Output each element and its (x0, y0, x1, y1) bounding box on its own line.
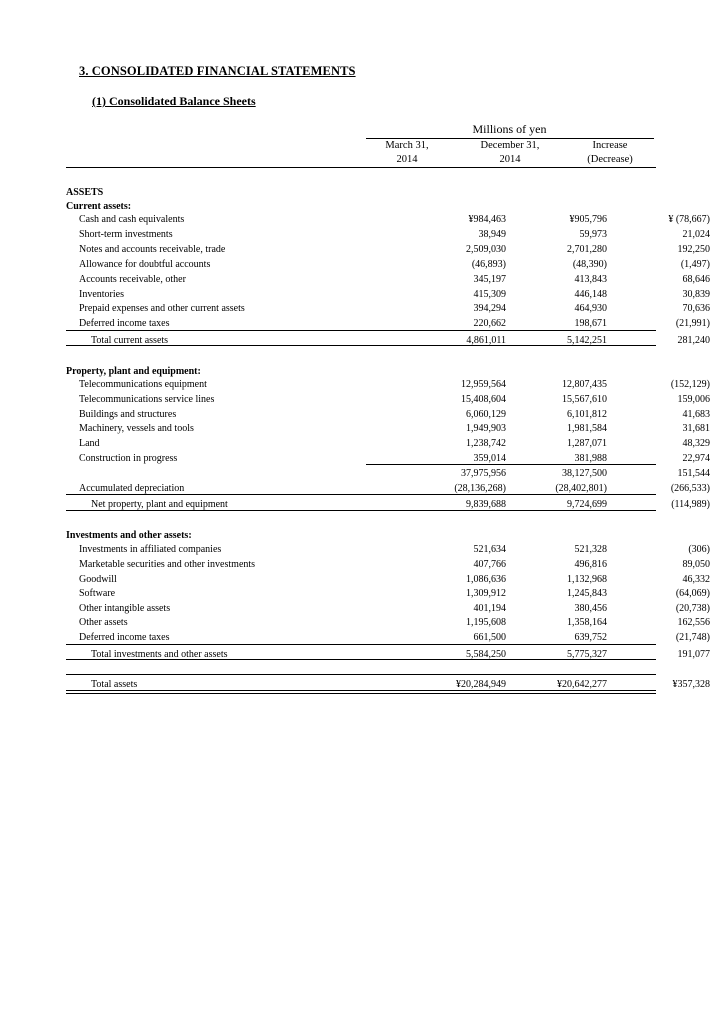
row-value-c2: ¥20,642,277 (557, 679, 607, 690)
table-row (66, 436, 710, 451)
row-value-c2: 6,101,812 (567, 409, 607, 420)
table-row (66, 392, 710, 407)
table-row (66, 528, 656, 543)
row-value-c2: 521,328 (574, 544, 607, 555)
col2-header-line2: 2014 (499, 154, 521, 165)
row-label: Buildings and structures (79, 409, 177, 420)
row-value-c2: 413,843 (574, 274, 607, 285)
row-value-c3: 46,332 (682, 574, 710, 585)
subtotal-rule-1a (66, 330, 656, 331)
subtotal-rule-2b (66, 494, 656, 495)
table-row (66, 257, 710, 272)
header-bottom-rule (66, 167, 656, 168)
row-value-c3: (1,497) (680, 259, 710, 270)
table-row (66, 466, 710, 481)
row-value-c3: 281,240 (677, 335, 710, 346)
row-value-c2: 1,287,071 (567, 438, 607, 449)
row-label: Goodwill (79, 574, 117, 585)
row-value-c3: (266,533) (670, 483, 710, 494)
row-label: Software (79, 588, 116, 599)
row-value-c1: 6,060,129 (466, 409, 506, 420)
row-value-c3: (152,129) (670, 379, 710, 390)
table-row (66, 407, 710, 422)
row-label: Short-term investments (79, 229, 173, 240)
table-row (66, 316, 710, 331)
row-value-c3: 151,544 (677, 468, 710, 479)
row-label: Other assets (79, 617, 128, 628)
row-value-c1: (28,136,268) (454, 483, 506, 494)
row-label: Notes and accounts receivable, trade (79, 244, 226, 255)
row-label: Accounts receivable, other (79, 274, 186, 285)
row-value-c1: 521,634 (473, 544, 506, 555)
row-value-c1: 38,949 (478, 229, 506, 240)
row-value-c2: (48,390) (572, 259, 607, 270)
row-value-c3: 21,024 (682, 229, 710, 240)
row-value-c3: 30,839 (682, 289, 710, 300)
row-value-c1: 37,975,956 (461, 468, 506, 479)
table-row (66, 242, 710, 257)
row-value-c1: 15,408,604 (461, 394, 506, 405)
row-label: Other intangible assets (79, 603, 171, 614)
col3-header (565, 139, 655, 167)
subtotal-rule-3a (66, 644, 656, 645)
row-value-c1: 1,949,903 (466, 423, 506, 434)
row-label: Cash and cash equivalents (79, 214, 185, 225)
row-value-c1: 1,086,636 (466, 574, 506, 585)
row-value-c1: 4,861,011 (466, 335, 506, 346)
row-value-c2: 1,981,584 (567, 423, 607, 434)
table-row (66, 287, 710, 302)
table-row (66, 557, 710, 572)
row-label: Total assets (91, 679, 138, 690)
row-value-c1: 1,238,742 (466, 438, 506, 449)
row-value-c2: 5,775,327 (567, 649, 607, 660)
row-value-c1: 394,294 (473, 303, 506, 314)
unit-header: Millions of yen (472, 122, 547, 136)
row-value-c1: ¥20,284,949 (456, 679, 506, 690)
row-label: Prepaid expenses and other current assets (79, 303, 245, 314)
row-value-c3: 191,077 (677, 649, 710, 660)
row-value-c3: 41,683 (682, 409, 710, 420)
row-value-c3: 70,636 (682, 303, 710, 314)
row-value-c3: (306) (688, 544, 710, 555)
row-label: Net property, plant and equipment (91, 499, 228, 510)
row-value-c2: 15,567,610 (562, 394, 607, 405)
row-value-c2: (28,402,801) (555, 483, 607, 494)
col1-header-line2: 2014 (396, 154, 418, 165)
table-row (66, 212, 710, 227)
table-row (66, 301, 710, 316)
row-value-c3: (21,991) (675, 318, 710, 329)
row-value-c2: 2,701,280 (567, 244, 607, 255)
col3-header-line2: (Decrease) (587, 154, 633, 165)
subtotal-rule-3b (66, 659, 656, 660)
row-value-c2: 496,816 (574, 559, 607, 570)
table-row (66, 601, 710, 616)
row-value-c3: ¥357,328 (672, 679, 710, 690)
row-value-c2: 59,973 (579, 229, 607, 240)
row-value-c1: 9,839,688 (466, 499, 506, 510)
row-value-c3: (20,738) (675, 603, 710, 614)
row-value-c1: 345,197 (473, 274, 506, 285)
col1-header-line1: March 31, (385, 140, 429, 151)
balance-sheet-subtitle: (1) Consolidated Balance Sheets (92, 94, 256, 108)
col3-header-line1: Increase (592, 140, 628, 151)
total-rule-top (66, 674, 656, 675)
subtotal-rule-1b (66, 345, 656, 346)
row-value-c1: 401,194 (473, 603, 506, 614)
row-label: Property, plant and equipment: (66, 366, 201, 377)
statement-title: 3. CONSOLIDATED FINANCIAL STATEMENTS (79, 64, 356, 78)
row-value-c1: (46,893) (471, 259, 506, 270)
total-double-rule (66, 690, 656, 694)
col2-header (461, 139, 559, 167)
subtotal-rule-2a (366, 464, 656, 465)
row-value-c3: 31,681 (682, 423, 710, 434)
table-row (66, 542, 710, 557)
row-value-c1: 359,014 (473, 453, 506, 464)
row-value-c2: 38,127,500 (562, 468, 607, 479)
row-value-c3: 68,646 (682, 274, 710, 285)
row-value-c1: 5,584,250 (466, 649, 506, 660)
table-row (66, 615, 710, 630)
row-value-c1: 2,509,030 (466, 244, 506, 255)
row-value-c2: 1,132,968 (567, 574, 607, 585)
row-label: Total investments and other assets (91, 649, 228, 660)
row-value-c3: ¥ (78,667) (668, 214, 710, 225)
row-value-c3: 22,974 (682, 453, 710, 464)
row-value-c2: 1,245,843 (567, 588, 607, 599)
table-row (66, 630, 710, 645)
table-row (66, 227, 710, 242)
row-label: Allowance for doubtful accounts (79, 259, 211, 270)
row-label: Investments in affiliated companies (79, 544, 222, 555)
row-value-c3: 162,556 (677, 617, 710, 628)
row-value-c3: (21,748) (675, 632, 710, 643)
table-row (66, 586, 710, 601)
row-label: Total current assets (91, 335, 169, 346)
row-value-c2: 639,752 (574, 632, 607, 643)
row-value-c2: 12,807,435 (562, 379, 607, 390)
row-label: Deferred income taxes (79, 632, 170, 643)
row-value-c1: 12,959,564 (461, 379, 506, 390)
row-label: Inventories (79, 289, 124, 300)
row-value-c1: 407,766 (473, 559, 506, 570)
row-label: ASSETS (66, 187, 104, 198)
subtotal-rule-2c (66, 510, 656, 511)
row-value-c3: (64,069) (675, 588, 710, 599)
row-value-c1: 1,309,912 (466, 588, 506, 599)
row-value-c3: 159,006 (677, 394, 710, 405)
row-label: Construction in progress (79, 453, 178, 464)
row-label: Current assets: (66, 201, 132, 212)
table-row (66, 377, 710, 392)
table-row (66, 272, 710, 287)
row-value-c3: 89,050 (682, 559, 710, 570)
row-value-c2: 198,671 (574, 318, 607, 329)
row-value-c3: 48,329 (682, 438, 710, 449)
row-value-c1: 220,662 (473, 318, 506, 329)
table-row (66, 572, 710, 587)
row-value-c3: (114,989) (671, 499, 710, 510)
row-value-c2: 381,988 (574, 453, 607, 464)
row-value-c2: 1,358,164 (567, 617, 607, 628)
row-value-c1: 1,195,608 (466, 617, 506, 628)
row-value-c2: 380,456 (574, 603, 607, 614)
row-value-c2: 9,724,699 (567, 499, 607, 510)
row-label: Investments and other assets: (66, 530, 192, 541)
row-value-c2: 5,142,251 (567, 335, 607, 346)
col1-header (362, 139, 452, 167)
row-label: Telecommunications service lines (79, 394, 215, 405)
table-row (66, 421, 710, 436)
row-value-c1: 415,309 (473, 289, 506, 300)
row-value-c1: 661,500 (473, 632, 506, 643)
row-value-c2: 446,148 (574, 289, 607, 300)
table-row (66, 185, 656, 200)
row-label: Marketable securities and other investments (79, 559, 256, 570)
col2-header-line1: December 31, (480, 140, 540, 151)
row-value-c3: 192,250 (677, 244, 710, 255)
row-value-c2: 464,930 (574, 303, 607, 314)
row-value-c2: ¥905,796 (569, 214, 607, 225)
row-label: Machinery, vessels and tools (79, 423, 194, 434)
row-label: Land (79, 438, 100, 449)
row-label: Telecommunications equipment (79, 379, 207, 390)
row-label: Deferred income taxes (79, 318, 170, 329)
row-value-c1: ¥984,463 (468, 214, 506, 225)
row-label: Accumulated depreciation (79, 483, 185, 494)
